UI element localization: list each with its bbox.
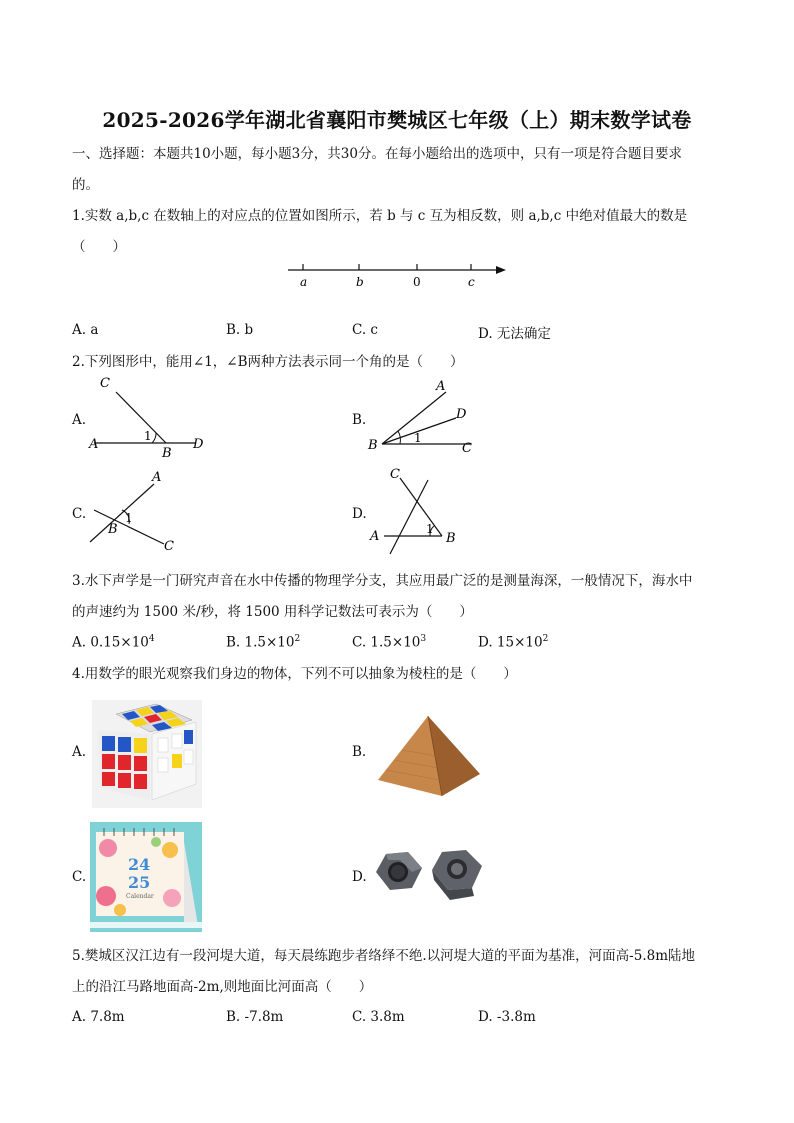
figD-label-C: C xyxy=(390,467,400,482)
q2-figure-c xyxy=(84,466,194,558)
q2-option-a-letter[interactable]: A. xyxy=(72,412,87,428)
calendar-year-bottom: 25 xyxy=(128,873,151,892)
q3-option-b[interactable]: B. $1.5\times 10^2$ xyxy=(226,634,301,651)
figC-label-B: B xyxy=(108,522,118,537)
q4-option-c-letter[interactable]: C. xyxy=(72,869,87,885)
q5-line2: 上的沿江马路地面高-2m,则地面比河面高（ ） xyxy=(72,979,373,995)
page-title: 2025-2026学年湖北省襄阳市樊城区七年级（上）期末数学试卷 xyxy=(102,108,692,132)
figB-label-C: C xyxy=(462,441,472,456)
axis-label-c: c xyxy=(468,275,475,289)
pyramid-image xyxy=(372,710,484,798)
q5-option-a[interactable]: A. 7.8m xyxy=(72,1009,125,1025)
rubiks-cube-image xyxy=(92,700,202,808)
calendar-year-top: 24 xyxy=(128,855,151,874)
figC-angle-1: 1 xyxy=(125,511,133,525)
section-header-line1: 一、选择题：本题共10小题，每小题3分，共30分。在每小题给出的选项中，只有一项是符合题目要求 xyxy=(72,146,682,162)
figB-label-B: B xyxy=(368,438,378,453)
q1-option-a[interactable]: A. a xyxy=(72,322,99,338)
q4-option-a-letter[interactable]: A. xyxy=(72,744,87,760)
q5-option-d[interactable]: D. -3.8m xyxy=(478,1009,536,1025)
hex-nuts-image xyxy=(370,846,488,904)
section-header-line2: 的。 xyxy=(72,177,99,193)
figD-angle-1: 1 xyxy=(426,522,434,536)
q3-option-c[interactable]: C. $1.5\times 10^3$ xyxy=(352,634,427,651)
q2-figure-a xyxy=(86,374,216,458)
q4-option-b-letter[interactable]: B. xyxy=(352,744,367,760)
q2-figure-b xyxy=(364,374,494,460)
q5-option-b[interactable]: B. -7.8m xyxy=(226,1009,284,1025)
calendar-caption: Calendar xyxy=(126,893,154,900)
q2-stem: 2.下列图形中，能用∠1，∠B两种方法表示同一个角的是（ ） xyxy=(72,354,464,370)
figC-label-C: C xyxy=(164,539,174,554)
q2-option-d-letter[interactable]: D. xyxy=(352,506,367,522)
figD-label-B: B xyxy=(446,531,456,546)
q3-option-a[interactable]: A. $0.15\times 10^4$ xyxy=(72,634,155,651)
q1-number-line xyxy=(280,258,520,294)
figB-label-A: A xyxy=(436,379,446,394)
q3-line2: 的声速约为 1500 米/秒，将 1500 用科学记数法可表示为（ ） xyxy=(72,604,473,620)
q2-option-c-letter[interactable]: C. xyxy=(72,506,87,522)
q4-option-d-letter[interactable]: D. xyxy=(352,869,367,885)
q5-option-c[interactable]: C. 3.8m xyxy=(352,1009,405,1025)
figC-label-A: A xyxy=(152,470,162,485)
desk-calendar-image xyxy=(90,822,202,932)
q1-option-b[interactable]: B. b xyxy=(226,322,254,338)
figB-angle-1: 1 xyxy=(414,431,422,445)
q2-option-b-letter[interactable]: B. xyxy=(352,412,367,428)
axis-label-b: b xyxy=(356,275,364,289)
figA-label-B: B xyxy=(162,446,172,458)
q3-line1: 3.水下声学是一门研究声音在水中传播的物理学分支，其应用最广泛的是测量海深，一般情况下，海水中 xyxy=(72,573,693,589)
figD-label-A: A xyxy=(370,529,380,544)
q1-stem: 1.实数 a,b,c 在数轴上的对应点的位置如图所示，若 b 与 c 互为相反数，则 a,b,c 中绝对值最大的数是 xyxy=(72,208,688,224)
figA-label-A: A xyxy=(89,437,99,452)
q4-stem: 4.用数学的眼光观察我们身边的物体，下列不可以抽象为棱柱的是（ ） xyxy=(72,666,517,682)
q3-option-d[interactable]: D. $15\times 10^2$ xyxy=(478,634,549,651)
q1-option-d[interactable]: D. 无法确定 xyxy=(478,326,551,342)
figA-label-C: C xyxy=(100,376,110,391)
figA-label-D: D xyxy=(193,437,204,452)
q1-option-c[interactable]: C. c xyxy=(352,322,378,338)
axis-label-a: a xyxy=(300,275,308,289)
q5-line1: 5.樊城区汉江边有一段河堤大道，每天晨练跑步者络绎不绝.以河堤大道的平面为基准，河面高-5.8m陆地 xyxy=(72,948,696,964)
axis-label-0: 0 xyxy=(413,275,421,289)
q1-paren: （ ） xyxy=(72,239,126,255)
figB-label-D: D xyxy=(456,407,467,422)
q2-figure-d xyxy=(366,466,466,558)
figA-angle-1: 1 xyxy=(144,429,152,443)
